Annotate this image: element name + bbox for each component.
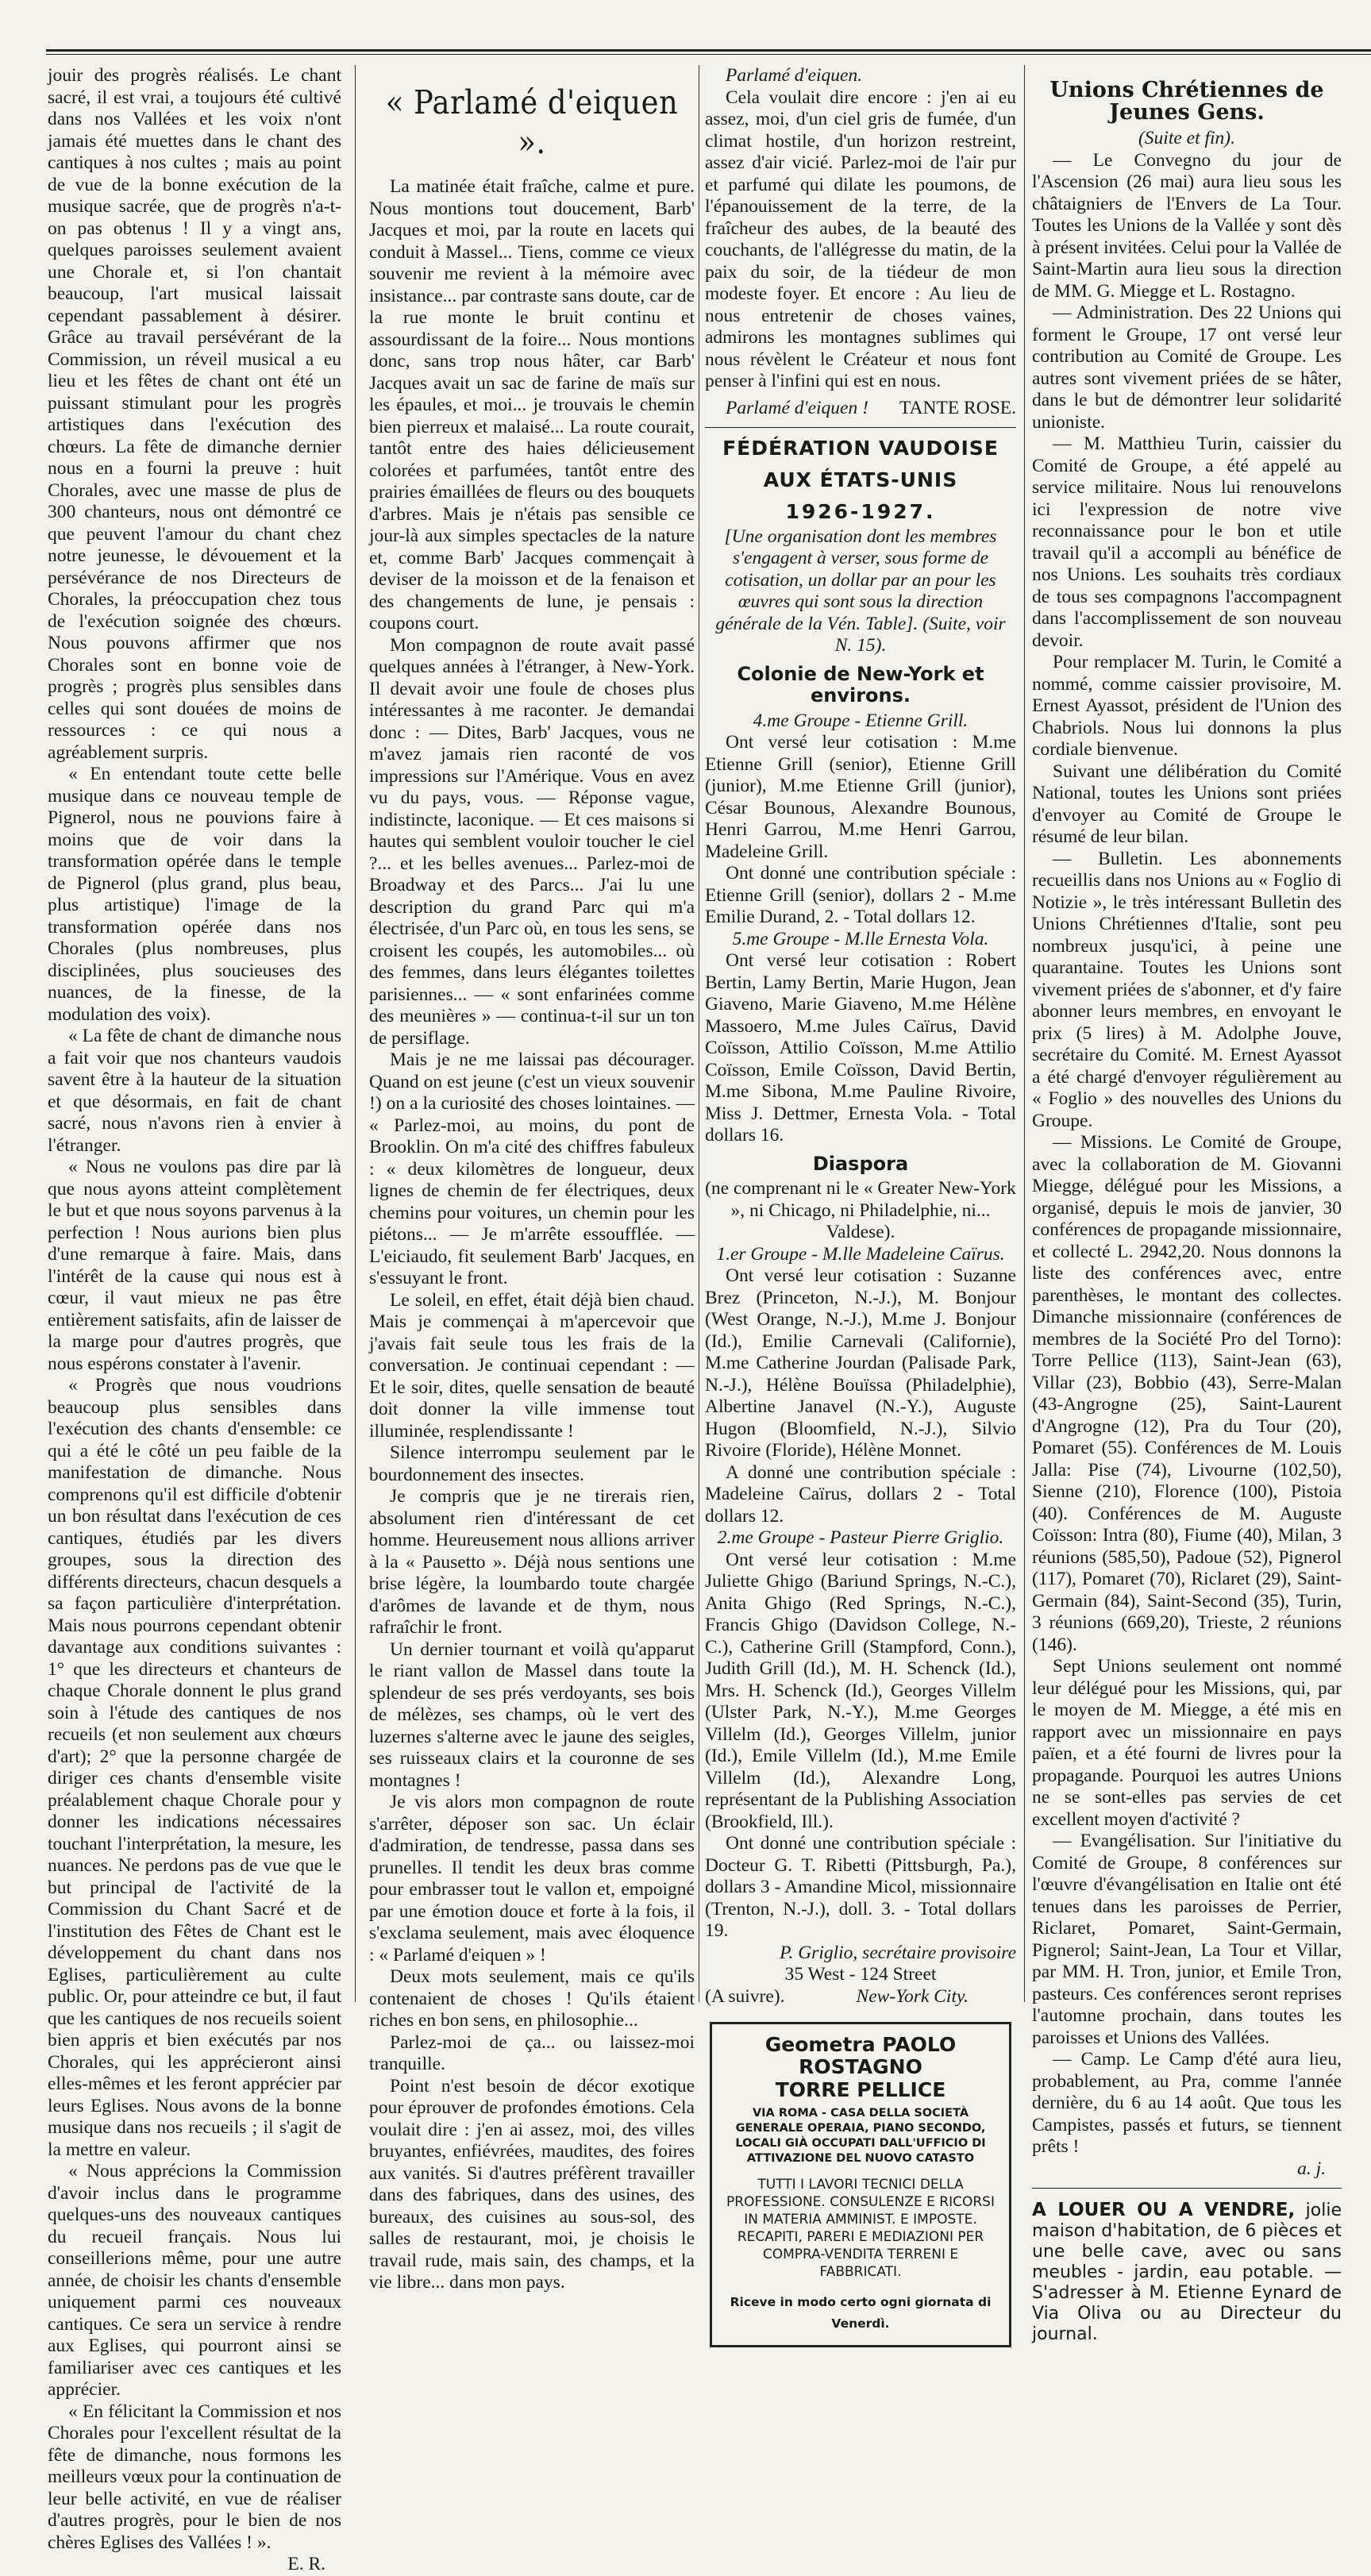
paragraph: Le soleil, en effet, était déjà bien chaud. Mais je commençai à m'apercevoir que j'avais fait seule tous les frais de la conversation. Je continuai cependant : — Et le soir, dites, quelle sensation de beauté doit donner la ville immense tout illuminée, resplendissante ! — [369, 1289, 695, 1442]
signature: P. Griglio, secrétaire provisoire — [780, 1942, 1016, 1963]
top-rule — [46, 49, 1371, 52]
paragraph: Ont donné une contribution spéciale : Etienne Grill (senior), dollars 2 - M.me Emilie Durand, 2. - Total dollars 12. — [705, 863, 1016, 927]
paragraph: — Evangélisation. Sur l'initiative du Comité de Groupe, 8 conférences sur l'œuvre d'évangélisation en Italie ont été tenues dans les paroisses de Perrier, Riclaret, Pomaret, Saint-Germain, Pignerol; Saint-Jean, La Tour et Villar, par MM. H. Tron, junior, et Emile Tron, pasteurs. Ces conférences seront reprises l'automne prochain, dans toutes les paroisses et Unions des Vallées. — [1032, 1831, 1342, 2048]
paragraph: « En félicitant la Commission et nos Chorales pour l'excellent résultat de la fête de dimanche, nous formons les meilleurs vœux pour la continuation de leur belle activité, en vue de réaliser d'autres progrès, pour le bien de nos chères Eglises des Vallées ! ». — [48, 2401, 341, 2553]
paragraph: — M. Matthieu Turin, caissier du Comité de Groupe, a été appelé au service militaire. Nous lui renouvelons ici l'expression de notre vive reconnaissance pour le bon et utile travail qu'il a accompli au bénéfice de nos Unions. Les souhaits très cordiaux de tous ses compagnons l'accompagnent dans l'accomplissement de son nouveau devoir. — [1032, 433, 1342, 651]
article-subtitle: (Suite et fin). — [1138, 128, 1236, 148]
federation-note: [Une organisation dont les membres s'engagent à verser, sous forme de cotisation, un dollar par an pour les œuvres qui sont sous la direction générale de la Vén. Table]. (Suite, voir N. 15). — [715, 526, 1006, 656]
signature-right: TANTE ROSE. — [899, 397, 1016, 418]
classified-ad — [1032, 2200, 1342, 2345]
paragraph: — Le Convegno du jour de l'Ascension (26 mai) aura lieu sous les châtaigniers de l'Envers de La Tour. Toutes les Unions de la Vallée y sont dès à présent invitées. Celui pour la Vallée de Saint-Martin aura lieu sous la direction de MM. G. Miegge et L. Rostagno. — [1032, 149, 1342, 302]
classified-ad-text: jolie maison d'habitation, de 6 pièces et une belle cave, avec ou sans meubles - jardin, eau potable. — S'adresser à M. Etienne Eynard de Via Oliva ou au Directeur du journal. — [1032, 2201, 1342, 2344]
federation-title-2: AUX ÉTATS-UNIS — [763, 468, 958, 491]
section-title: Colonie de New-York et environs. — [737, 662, 984, 707]
paragraph: — Bulletin. Les abonnements recueillis dans nos Unions au « Foglio di Notizie », le très intéressant Bulletin des Unions Chrétiennes d'Italie, sont peu nombreux jusqu'ici, à peine une quarantaine. Toutes les Unions sont vivement priées de s'abonner, et d'y faire abonner leurs membres, en envoyant le prix (5 lires) à M. Adolphe Jouve, secrétaire du Comité. M. Ernest Ayassot a été chargé d'envoyer régulièrement au « Foglio » des nouvelles des Unions du Groupe. — [1032, 848, 1342, 1131]
column-divider — [1024, 65, 1025, 2002]
ad-hours: Riceve in modo certo ogni giornata di Venerdì. — [730, 2294, 992, 2331]
signature: E. R. — [287, 2554, 325, 2574]
paragraph: Mais je ne me laissai pas décourager. Quand on est jeune (c'est un vieux souvenir !) on a la curiosité des choses lointaines. — « Parlez-moi, au moins, du pont de Brooklin. On m'a cité des chiffres fabuleux : « deux kilomètres de longueur, deux lignes de chemin de fer électriques, deux chemins pour voitures, un chemin pour les piétons... — Je m'arrête essoufflée. — L'eiciaudo, fit seulement Barb' Jacques, en s'essuyant le front. — [369, 1049, 695, 1288]
paragraph: Ont versé leur cotisation : M.me Etienne Grill (senior), Etienne Grill (junior), M.me Etienne Grill (junior), César Bounous, Alexandre Bounous, Henri Garrou, M.me Henri Garrou, Madeleine Grill. — [705, 732, 1016, 862]
paragraph: Ont versé leur cotisation : Suzanne Brez (Princeton, N.-J.), M. Bonjour (West Orange, N.-J.), M.me J. Bonjour (Id.), Emilie Carnevali (Californie), M.me Catherine Jourdan (Palisade Park, N.-J.), Hélène Bouïssa (Philadelphie), Albertine Janavel (N.-Y.), Auguste Hugon (Bloomfield, N.-J.), Silvio Rivoire (Floride), Hélène Monnet. — [705, 1265, 1016, 1461]
paragraph: Deux mots seulement, mais ce qu'ils contenaient de choses ! Qu'ils étaient riches en bon sens, en philosophie... — [369, 1966, 695, 2031]
ad-services: TUTTI I LAVORI TECNICI DELLA PROFESSIONE. CONSULENZE E RICORSI IN MATERIA AMMINIST. E IMPOSTE. RECAPITI, PARERI E MEDIAZIONI PER COMPRA-VENDITA TERRENI E FABBRICATI. — [726, 2176, 995, 2280]
separator — [705, 427, 1016, 428]
ad-address: VIA ROMA - CASA DELLA SOCIETÀ GENERALE OPERAIA, PIANO SECONDO, LOCALI GIÀ OCCUPATI DALL'UFFICIO DI ATTIVAZIONE DEL NUOVO CATASTO — [735, 2106, 986, 2165]
suivre-line — [705, 1986, 1016, 2008]
advertisement-box — [710, 2022, 1011, 2347]
ad-city: TORRE PELLICE — [775, 2078, 946, 2101]
separator — [1032, 2188, 1342, 2189]
paragraph: Je vis alors mon compagnon de route s'arrêter, déposer son sac. Un éclair d'admiration, de tendresse, passa dans ses prunelles. Il tendit les deux bras comme pour embrasser tout le vallon et, empoigné par une émotion douce et forte à la fois, il s'exclama seulement, mais avec éloquence : « Parlamé d'eiquen » ! — [369, 1792, 695, 1966]
ad-name: Geometra PAOLO ROSTAGNO — [764, 2033, 957, 2078]
city: New-York City. — [856, 1985, 969, 2007]
intro-italic: Parlamé d'eiquen. — [726, 65, 863, 86]
article-title: « Parlamé d'eiquen ». — [385, 83, 679, 161]
signature: a. j. — [1297, 2158, 1326, 2179]
paragraph: « En entendant toute cette belle musique dans ce nouveau temple de Pignerol, nous ne pouvions faire à moins que de voir dans la transformation opérée dans le temple de Pignerol (plus grand, plus beau, plus artistique) l'image de la transformation opérée dans nos Chorales (plus nombreuses, plus disciplinées, plus soucieuses des nuances, de la finesse, de la modulation des voix). — [48, 764, 341, 1025]
paragraph: Je compris que je ne tirerais rien, absolument rien d'intéressant de cet homme. Heureusement nous allions arriver à la « Pausetto ». Déjà nous sentions une brise légère, la loumbardo toute chargée d'arômes de lavande et de thym, nous rafraîchir le front. — [369, 1486, 695, 1638]
paragraph: Ont donné une contribution spéciale : Docteur G. T. Ribetti (Pittsburgh, Pa.), dollars 3 - Amandine Micol, missionnaire (Trenton, N.-J.), doll. 3. - Total dollars 19. — [705, 1833, 1016, 1941]
federation-title: FÉDÉRATION VAUDOISE — [722, 437, 999, 460]
group-heading: 2.me Groupe - Pasteur Pierre Griglio. — [717, 1527, 1004, 1548]
group-heading: 4.me Groupe - Etienne Grill. — [753, 710, 969, 731]
column-divider — [355, 65, 356, 2002]
paragraph: Ont versé leur cotisation : M.me Juliette Ghigo (Bariund Springs, N.-C.), Anita Ghigo (Red Springs, N.-C.), Francis Ghigo (Davidson College, N.-C.), Catherine Grill (Stampford, Conn.), Judith Grill (Id.), M. H. Schenck (Id.), Mrs. H. Schenck (Id.), Georges Villelm (Ulster Park, N.-Y.), M.me Georges Villelm (Id.), Georges Villelm, junior (Id.), Emile Villelm (Id.), M.me Emile Villelm (Id.), Alexandre Long, représentant de la Publishing Association (Brookfield, Ill.). — [705, 1549, 1016, 1832]
column-choral-article — [48, 65, 341, 2574]
section-title: Diaspora — [812, 1152, 909, 1175]
top-rule-thin — [46, 54, 1371, 55]
paragraph: Un dernier tournant et voilà qu'apparut le riant vallon de Massel dans toute la splendeur de ses prés verdoyants, ses bois de mélèzes, ses champs, où le vert des luzernes s'alterne avec le jaune des seigles, ses ruisseaux clairs et la couronne de ses montagnes ! — [369, 1638, 695, 1791]
paragraph: Silence interrompu seulement par le bourdonnement des insectes. — [369, 1442, 695, 1485]
paragraph: — Administration. Des 22 Unions qui forment le Groupe, 17 ont versé leur contribution au Comité de Groupe. Les autres sont vivement priées de se hâter, dans le but de démontrer leur solidarité unioniste. — [1032, 302, 1342, 433]
column-unions — [1032, 65, 1342, 2344]
address: 35 West - 124 Street — [784, 1964, 937, 1985]
paragraph: « Progrès que nous voudrions beaucoup plus sensibles dans l'exécution des chants d'ensemble: ce qui a été le côté un peu faible de la manifestation de dimanche. Nous comprenons qu'il est difficile d'obtenir un bon résultat dans l'exécution de ces cantiques, étudiés par les divers groupes, sous la direction des différents directeurs, chacun desquels a sa façon particulière d'interprétation. Mais nous pourrons cependant obtenir davantage aux conditions suivantes : 1° que les directeurs et chanteurs de chaque Chorale donnent le plus grand soin à l'étude des cantiques de nos recueils (et non seulement aux chœurs d'art); 2° que la personne chargée de diriger ces chants d'ensemble visite préalablement chaque Chorale pour y donner les indications nécessaires touchant l'interprétation, la mesure, les nuances. Ne perdons pas de vue que le but principal de l'activité de la Commission du Chant Sacré et de l'institution des Fêtes de Chant est le développement du chant dans nos Eglises, particulièrement au culte public. Or, pour atteindre ce but, il faut que les cantiques de nos recueils soient bien appris et bien exécutés par nos Chorales, qui les apprécieront ainsi elles-mêmes et les feront apprécier par leurs Eglises. Nous avons de la bonne musique dans nos recueils ; il s'agit de la mettre en valeur. — [48, 1375, 341, 2160]
paragraph: La matinée était fraîche, calme et pure. Nous montions tout doucement, Barb' Jacques et moi, par la route en lacets qui conduit à Massel... Tiens, comme ce vieux souvenir me revient à la mémoire avec insistance... par contraste sans doute, car de la rue monte le bruit continu et assourdissant de la foire... Nous montions donc, sans trop nous hâter, car Barb' Jacques avait un sac de farine de maïs sur les épaules, et moi... je trouvais le chemin bien pierreux et malaisé... La route courait, tantôt entre des haies délicieusement colorées et parfumées, tantôt entre des prairies émaillées de fleurs ou des bouquets d'arbres. Mais je n'étais pas sensible ce jour-là aux simples spectacles de la nature et, comme Barb' Jacques commençait à deviser de la moisson et de la fenaison et des changements de lune, je pensais : coupons court. — [369, 176, 695, 633]
group-heading: 5.me Groupe - M.lle Ernesta Vola. — [732, 928, 989, 949]
column-parlame — [369, 65, 695, 2293]
paragraph: — Camp. Le Camp d'été aura lieu, probablement, au Pra, comme l'année dernière, du 6 au 14 août. Que tous les Campistes, passés et futurs, se tiennent prêts ! — [1032, 2049, 1342, 2157]
paragraph: — Missions. Le Comité de Groupe, avec la collaboration de M. Giovanni Miegge, délégué pour les Missions, a organisé, depuis le mois de janvier, 30 conférences de propagande missionnaire, et collecté L. 2942,20. Nous donnons la liste des conférences avec, entre parenthèses, le montant des collectes. Dimanche missionnaire (conférences de membres de la Société Pro del Torno): Torre Pellice (113), Saint-Jean (63), Villar (23), Bobbio (43), Serre-Malan (43-Angrogne (25), Saint-Laurent d'Angrogne (12), Pra du Tour (20), Pomaret (55). Conférences de M. Louis Jalla: Pise (74), Livourne (102,50), Sienne (210), Florence (100), Pistoia (40). Conférences de M. Auguste Coïsson: Intra (80), Fiume (40), Milan, 3 réunions (585,50), Padoue (52), Pignerol (117), Pomaret (70), Riclaret (29), Saint-Germain (84), Saint-Second (35), Turin, 3 réunions (669,20), Trieste, 2 réunions (146). — [1032, 1132, 1342, 1655]
paragraph: Suivant une délibération du Comité National, toutes les Unions sont priées d'envoyer au Comité de Groupe le résumé de leur bilan. — [1032, 760, 1342, 847]
paragraph: jouir des progrès réalisés. Le chant sacré, il est vrai, a toujours été cultivé dans nos Vallées et les voix n'ont jamais été muettes dans le chant des cantiques à nos cultes ; mais au point de vue de la bonne exécution de la musique sacrée, que de progrès n'a-t-on pas obtenus ! Il y a vingt ans, quelques paroisses seulement avaient une Chorale et, si l'on chantait beaucoup, l'art musical laissait cependant passablement à désirer. Grâce au travail persévérant de la Commission, un réveil musical a eu lieu et les fêtes de chant ont été un puissant stimulant pour les progrès artistiques dans l'exécution des chœurs. La fête de dimanche dernier nous en a fourni la preuve : huit Chorales, avec une masse de plus de 300 chanteurs, nous ont démontré ce que peuvent l'amour du chant chez notre jeunesse, le dévouement et la persévérance de nos Directeurs de Chorales, la préoccupation chez tous de l'exécution soignée des chœurs. Nous pouvons affirmer que nos Chorales sont en bonne voie de progrès ; progrès plus sensibles dans celles qui sont douées de moins de ressources : ce qui nous a agréablement surpris. — [48, 65, 341, 763]
signature-left: Parlamé d'eiquen ! — [726, 397, 868, 418]
group-heading: 1.er Groupe - M.lle Madeleine Caïrus. — [716, 1243, 1005, 1265]
to-be-continued: (A suivre). — [705, 1985, 785, 2007]
classified-ad-heading: A LOUER OU A VENDRE, — [1032, 2200, 1296, 2220]
paragraph: Pour remplacer M. Turin, le Comité a nommé, comme caissier provisoire, M. Ernest Ayassot, président de l'Union des Chabriols. Nous lui donnons la plus cordiale bienvenue. — [1032, 652, 1342, 760]
article-title: Unions Chrétiennes de Jeunes Gens. — [1049, 78, 1324, 125]
paragraph: Cela voulait dire encore : j'en ai eu assez, moi, d'un ciel gris de fumée, d'un climat hostile, d'un horizon restreint, assez d'air vicié. Parlez-moi de l'air pur et parfumé qui dilate les poumons, de l'épanouissement de la terre, de la fraîcheur des aubes, de la beauté des couchants, de l'allégresse du matin, de la paix du soir, de la tiédeur de mon modeste foyer. Et encore : Au lieu de nous entretenir de choses vaines, admirons les montagnes sublimes qui nous révèlent le Créateur et nous font penser à l'infini qui est en nous. — [705, 87, 1016, 391]
federation-years: 1926-1927. — [785, 500, 936, 523]
paragraph: « La fête de chant de dimanche nous a fait voir que nos chanteurs vaudois savent être à la hauteur de la situation et que désormais, en fait de chant sacré, nous n'avons rien à envier à l'étranger. — [48, 1026, 341, 1156]
section-note: (ne comprenant ni le « Greater New-York », ni Chicago, ni Philadelphie, ni... Valdese). — [705, 1178, 1016, 1242]
paragraph: Point n'est besoin de décor exotique pour éprouver de profondes émotions. Cela voulait dire : j'en ai assez, moi, des villes bruyantes, enfiévrées, maudites, des foires aux vanités. Si d'autres préfèrent travailler dans des fabriques, dans des usines, des bureaux, des cuisines au sous-sol, des salles de restaurant, moi, je choisis le travail rude, mais sain, des champs, et la vie libre... dans mon pays. — [369, 2075, 695, 2293]
paragraph: Sept Unions seulement ont nommé leur délégué pour les Missions, qui, par le moyen de M. Miegge, a été mis en rapport avec un missionnaire en pays païen, et a été fourni de livres pour la propagande. Pourquoi les autres Unions ne se sont-elles pas servies de cet excellent moyen d'activité ? — [1032, 1656, 1342, 1830]
paragraph: « Nous ne voulons pas dire par là que nous ayons atteint complètement le but et que nous soyons parvenus à la perfection ! Nous aurions bien plus d'une remarque à faire. Mais, dans l'intérêt de la cause qui nous est à cœur, il vaut mieux ne pas être entièrement satisfaits, afin de laisser de la marge pour d'autres progrès, que nous espérons constater à l'avenir. — [48, 1157, 341, 1374]
paragraph: « Nous apprécions la Commission d'avoir inclus dans le programme quelques-uns des nouveaux cantiques du recueil français. Nous lui conseillerions même, pour une autre année, de choisir les chants d'ensemble uniquement parmi ces nouveaux cantiques. Ce sera un service à rendre aux Eglises, qui pourront ainsi se familiariser avec ces cantiques et les apprécier. — [48, 2161, 341, 2400]
paragraph: A donné une contribution spéciale : Madeleine Caïrus, dollars 2 - Total dollars 12. — [705, 1461, 1016, 1527]
paragraph: Ont versé leur cotisation : Robert Bertin, Lamy Bertin, Marie Hugon, Jean Giaveno, Marie Giaveno, M.me Hélène Massoero, M.me Jules Caïrus, David Coïsson, Attilio Coïsson, M.me Attilio Coïsson, Emile Coïsson, David Bertin, M.me Sibona, M.me Pauline Rivoire, Miss J. Dettmer, Ernesta Vola. - Total dollars 16. — [705, 950, 1016, 1146]
paragraph: Parlez-moi de ça... ou laissez-moi tranquille. — [369, 2031, 695, 2074]
paragraph: Mon compagnon de route avait passé quelques années à l'étranger, à New-York. Il devait avoir une foule de choses plus intéressantes à me raconter. Je demandai donc : — Dites, Barb' Jacques, vous ne m'avez jamais rien raconté de vos impressions sur l'Amérique. Vous en avez vu du pays, vous. — Réponse vague, indistincte, laconique. — Et ces maisons si hautes qui semblent vouloir toucher le ciel ?... et les belles avenues... Parlez-moi de Broadway et des Parcs... J'ai lu une description du grand Parc qui m'a électrisée, d'un Parc où, en tous les sens, se croisent les coupés, les automobiles... où des femmes, dans leurs élégantes toilettes parisiennes... — « sont enfarinées comme des meunières » — continua-t-il sur un ton de persiflage. — [369, 634, 695, 1049]
signature-line — [705, 398, 1016, 420]
column-federation — [705, 65, 1016, 2331]
